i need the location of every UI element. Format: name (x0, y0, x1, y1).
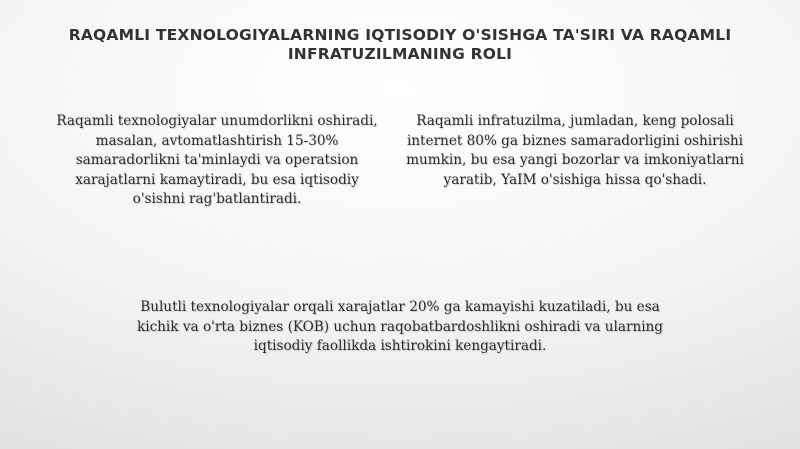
bottom-paragraph: Bulutli texnologiyalar orqali xarajatlar 20% ga kamayishi kuzatiladi, bu esa kichik va o'rta biznes (KOB) uchun raqobatbardoshlikni oshiradi va ularning iqtisodiy faollikda ishtirokini kengaytiradi. (136, 299, 664, 354)
left-paragraph: Raqamli texnologiyalar unumdorlikni oshiradi, masalan, avtomatlashtirish 15-30% samaradorlikni ta'minlaydi va operatsion xarajatlarni kamaytiradi, bu esa iqtisodiy o'sishni rag'batlantiradi. (56, 113, 378, 207)
slide-title: RAQAMLI TEXNOLOGIYALARNING IQTISODIY O'SISHGA TA'SIRI VA RAQAMLI INFRATUZILMANING ROLI (68, 26, 732, 63)
right-paragraph: Raqamli infratuzilma, jumladan, keng polosali internet 80% ga biznes samaradorligini oshirishi mumkin, bu esa yangi bozorlar va imkoniyatlarni yaratib, YaIM o'sishiga hissa qo'shadi. (406, 113, 744, 188)
